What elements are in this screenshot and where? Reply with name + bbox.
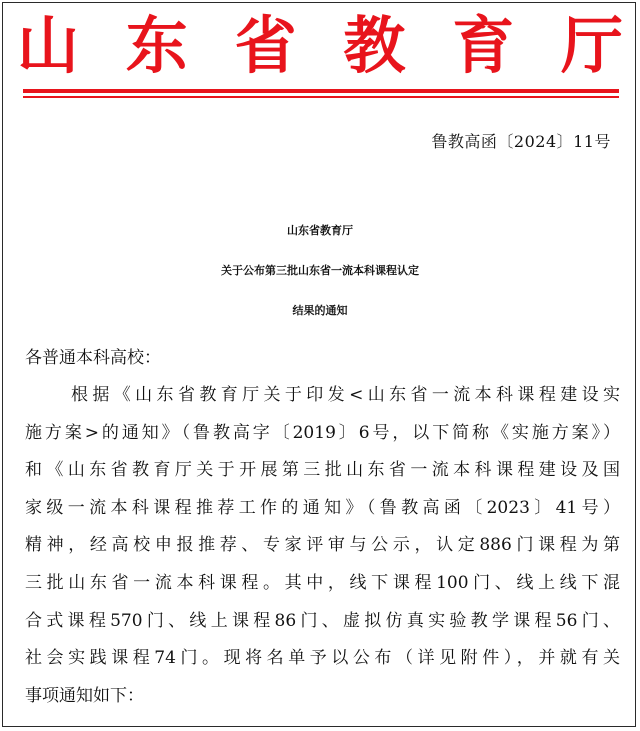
masthead-char: 山 (17, 9, 80, 82)
document-number: 鲁教高函〔2024〕11号 (431, 132, 611, 151)
body-line: 根据《山东省教育厅关于印发<山东省一流本科课程建设实 (71, 385, 620, 405)
body-line: 社会实践课程74门。现将名单予以公布（详见附件），并就有关 (25, 648, 620, 669)
masthead-char: 省 (234, 9, 297, 82)
body-line: 和《山东省教育厅关于开展第三批山东省一流本科课程建设及国 (25, 460, 620, 481)
body-line: 合式课程570门、线上课程86门、虚拟仿真实验教学课程56门、 (25, 610, 620, 631)
masthead-title (17, 7, 623, 85)
body-line: 精神，经高校申报推荐、专家评审与公示，认定886门课程为第 (25, 535, 620, 556)
salutation: 各普通本科高校： (25, 348, 161, 368)
masthead-char: 东 (125, 9, 188, 82)
body-line: 家级一流本科课程推荐工作的通知》（鲁教高函〔2023〕41号） (25, 497, 620, 518)
title-line: 结果的通知 (292, 303, 348, 317)
title-line: 山东省教育厅 (287, 223, 353, 237)
masthead-char: 厅 (560, 9, 623, 82)
masthead-rule-thin (23, 96, 619, 98)
body-paragraph (25, 377, 620, 715)
body-line: 施方案>的通知》（鲁教高字〔2019〕6号，以下简称《实施方案》） (25, 422, 620, 443)
masthead-rule-thick (23, 89, 619, 93)
masthead-char: 教 (343, 9, 406, 82)
document-page (2, 2, 636, 727)
document-title (3, 211, 636, 331)
masthead-char: 育 (452, 9, 515, 82)
body-line: 三批山东省一流本科课程。其中，线下课程100门、线上线下混 (25, 572, 620, 593)
body-line: 事项通知如下： (25, 685, 144, 706)
title-line: 关于公布第三批山东省一流本科课程认定 (221, 263, 419, 277)
